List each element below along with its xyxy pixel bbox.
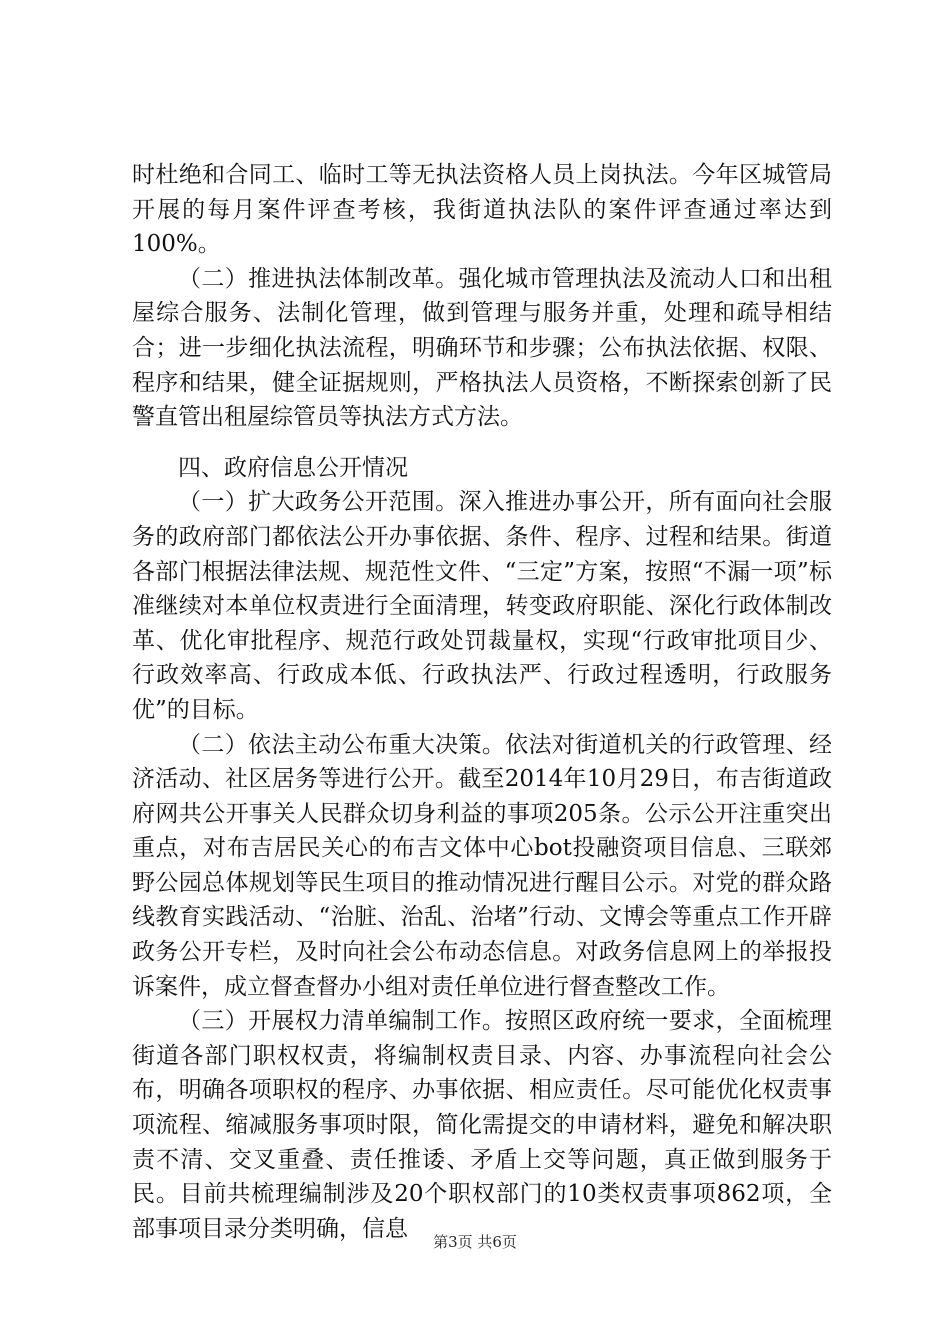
paragraph-enforcement-reform: （二）推进执法体制改革。强化城市管理执法及流动人口和出租屋综合服务、法制化管理，做到管理与服务并重，处理和疏导相结合；进一步细化执法流程，明确环节和步骤；公布执法依据、权限、程序和结果，健全证据规则，严格执法人员资格，不断探索创新了民警直管出租屋综管员等执法方式方法。 xyxy=(132,265,832,431)
section-heading-info-disclosure: 四、政府信息公开情况 xyxy=(178,454,408,481)
paragraph-power-list: （三）开展权力清单编制工作。按照区政府统一要求，全面梳理街道各部门职权权责，将编制权责目录、内容、办事流程向社会公布，明确各项职权的程序、办事依据、相应责任。尽可能优化权责事项流程、缩减服务事项时限，简化需提交的申请材料，避免和解决职责不清、交叉重叠、责任推诿、矛盾上交等问题，真正做到服务于民。目前共梳理编制涉及20个职权部门的10类权责事项862项，全部事项目录分类明确，信息 xyxy=(132,1008,832,1242)
document-body xyxy=(132,158,832,1246)
page-footer xyxy=(0,1232,950,1252)
paragraph-expand-disclosure: （一）扩大政务公开范围。深入推进办事公开，所有面向社会服务的政府部门都依法公开办事依据、条件、程序、过程和结果。街道各部门根据法律法规、规范性文件、“三定”方案，按照“不漏一项”标准继续对本单位权责进行全面清理，转变政府职能、深化行政体制改革、优化审批程序、规范行政处罚裁量权，实现“行政审批项目少、行政效率高、行政成本低、行政执法严、行政过程透明，行政服务优”的目标。 xyxy=(132,489,832,723)
paragraph-publish-decisions: （二）依法主动公布重大决策。依法对街道机关的行政管理、经济活动、社区居务等进行公开。截至2014年10月29日，布吉街道政府网共公开事关人民群众切身利益的事项205条。公示公开注重突出重点，对布吉居民关心的布吉文体中心bot投融资项目信息、三联郊野公园总体规划等民生项目的推动情况进行醒目公示。对党的群众路线教育实践活动、“治脏、治乱、治堵”行动、文博会等重点工作开辟政务公开专栏，及时向社会公布动态信息。对政务信息网上的举报投诉案件，成立督查督办小组对责任单位进行督查整改工作。 xyxy=(132,731,832,1000)
paragraph-continuation: 时杜绝和合同工、临时工等无执法资格人员上岗执法。今年区城管局开展的每月案件评查考核，我街道执法队的案件评查通过率达到100%。 xyxy=(132,162,832,258)
page-number-label: 第3页 共6页 xyxy=(433,1233,517,1251)
